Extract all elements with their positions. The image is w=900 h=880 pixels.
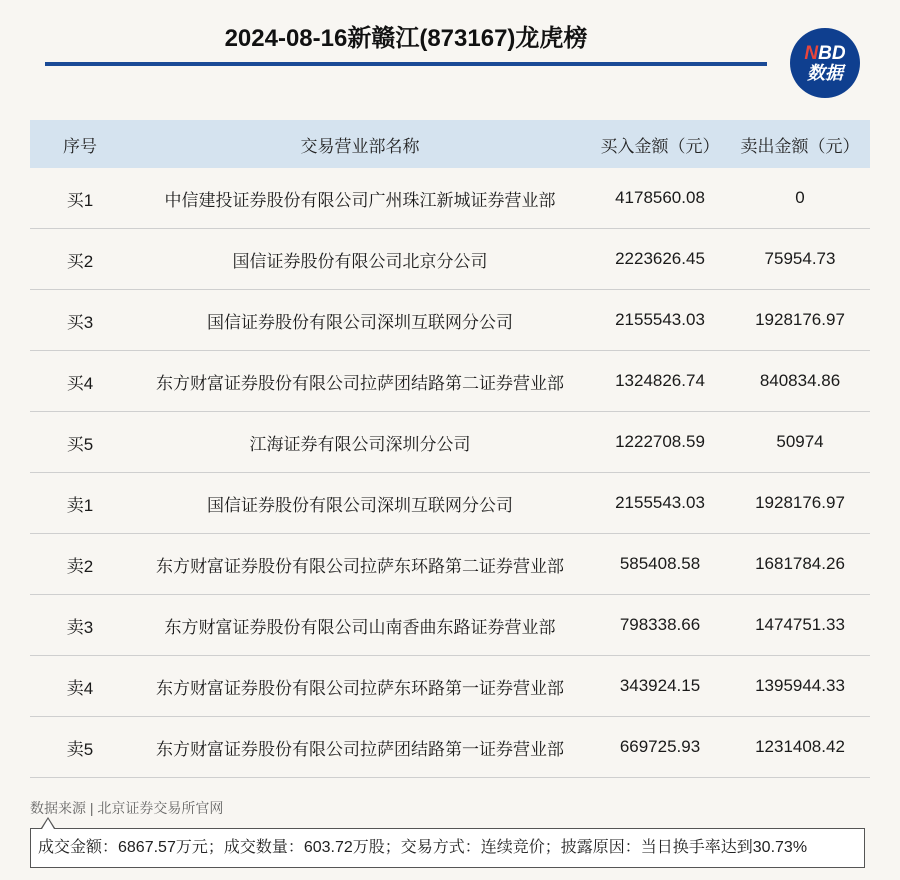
table-row bbox=[30, 229, 870, 290]
row-index: 买5 bbox=[30, 412, 130, 473]
row-branch: 江海证券有限公司深圳分公司 bbox=[130, 412, 590, 473]
header-sell-amount: 卖出金额（元） bbox=[730, 120, 870, 168]
row-index: 卖3 bbox=[30, 595, 130, 656]
title-underline bbox=[45, 62, 767, 66]
row-index: 买1 bbox=[30, 168, 130, 229]
row-sell: 840834.86 bbox=[730, 351, 870, 412]
table-row bbox=[30, 717, 870, 778]
row-buy: 2155543.03 bbox=[590, 290, 730, 351]
row-branch: 东方财富证券股份有限公司拉萨东环路第一证券营业部 bbox=[130, 656, 590, 717]
table-row bbox=[30, 534, 870, 595]
row-sell: 1681784.26 bbox=[730, 534, 870, 595]
row-branch: 国信证券股份有限公司深圳互联网分公司 bbox=[130, 473, 590, 534]
header-index: 序号 bbox=[30, 120, 130, 168]
table-row bbox=[30, 351, 870, 412]
row-index: 买4 bbox=[30, 351, 130, 412]
row-branch: 东方财富证券股份有限公司拉萨东环路第二证券营业部 bbox=[130, 534, 590, 595]
row-buy: 1222708.59 bbox=[590, 412, 730, 473]
table-row bbox=[30, 473, 870, 534]
dragon-tiger-table bbox=[30, 120, 870, 778]
nbd-logo bbox=[790, 28, 860, 98]
row-buy: 1324826.74 bbox=[590, 351, 730, 412]
data-source: 数据来源 | 北京证券交易所官网 bbox=[30, 800, 224, 816]
row-branch: 东方财富证券股份有限公司山南香曲东路证券营业部 bbox=[130, 595, 590, 656]
header-buy-amount: 买入金额（元） bbox=[590, 120, 730, 168]
page-title: 2024-08-16新赣江(873167)龙虎榜 bbox=[224, 25, 588, 52]
table-row bbox=[30, 412, 870, 473]
row-branch: 中信建投证券股份有限公司广州珠江新城证券营业部 bbox=[130, 168, 590, 229]
logo-wordmark bbox=[804, 44, 845, 63]
logo-subtitle: 数据 bbox=[807, 63, 843, 83]
row-branch: 东方财富证券股份有限公司拉萨团结路第一证券营业部 bbox=[130, 717, 590, 778]
row-sell: 0 bbox=[730, 168, 870, 229]
row-sell: 1928176.97 bbox=[730, 290, 870, 351]
row-buy: 2223626.45 bbox=[590, 229, 730, 290]
logo-n: N bbox=[804, 43, 819, 64]
row-index: 卖2 bbox=[30, 534, 130, 595]
row-index: 买2 bbox=[30, 229, 130, 290]
trade-summary-note: 成交金额：6867.57万元；成交数量：603.72万股；交易方式：连续竞价；披露原因：当日换手率达到30.73% bbox=[30, 828, 865, 868]
table-row bbox=[30, 290, 870, 351]
logo-bd: BD bbox=[818, 43, 846, 64]
row-sell: 1474751.33 bbox=[730, 595, 870, 656]
table-row bbox=[30, 656, 870, 717]
row-branch: 国信证券股份有限公司北京分公司 bbox=[130, 229, 590, 290]
table-row bbox=[30, 595, 870, 656]
table-row bbox=[30, 168, 870, 229]
row-buy: 343924.15 bbox=[590, 656, 730, 717]
row-buy: 669725.93 bbox=[590, 717, 730, 778]
row-sell: 50974 bbox=[730, 412, 870, 473]
row-index: 卖1 bbox=[30, 473, 130, 534]
row-index: 买3 bbox=[30, 290, 130, 351]
callout-pointer-fill bbox=[42, 819, 54, 829]
row-buy: 2155543.03 bbox=[590, 473, 730, 534]
row-buy: 798338.66 bbox=[590, 595, 730, 656]
row-sell: 1395944.33 bbox=[730, 656, 870, 717]
row-branch: 国信证券股份有限公司深圳互联网分公司 bbox=[130, 290, 590, 351]
row-index: 卖4 bbox=[30, 656, 130, 717]
row-sell: 75954.73 bbox=[730, 229, 870, 290]
table-header-row bbox=[30, 120, 870, 168]
row-sell: 1231408.42 bbox=[730, 717, 870, 778]
row-buy: 4178560.08 bbox=[590, 168, 730, 229]
row-sell: 1928176.97 bbox=[730, 473, 870, 534]
row-buy: 585408.58 bbox=[590, 534, 730, 595]
row-index: 卖5 bbox=[30, 717, 130, 778]
header-branch-name: 交易营业部名称 bbox=[130, 120, 590, 168]
row-branch: 东方财富证券股份有限公司拉萨团结路第二证券营业部 bbox=[130, 351, 590, 412]
